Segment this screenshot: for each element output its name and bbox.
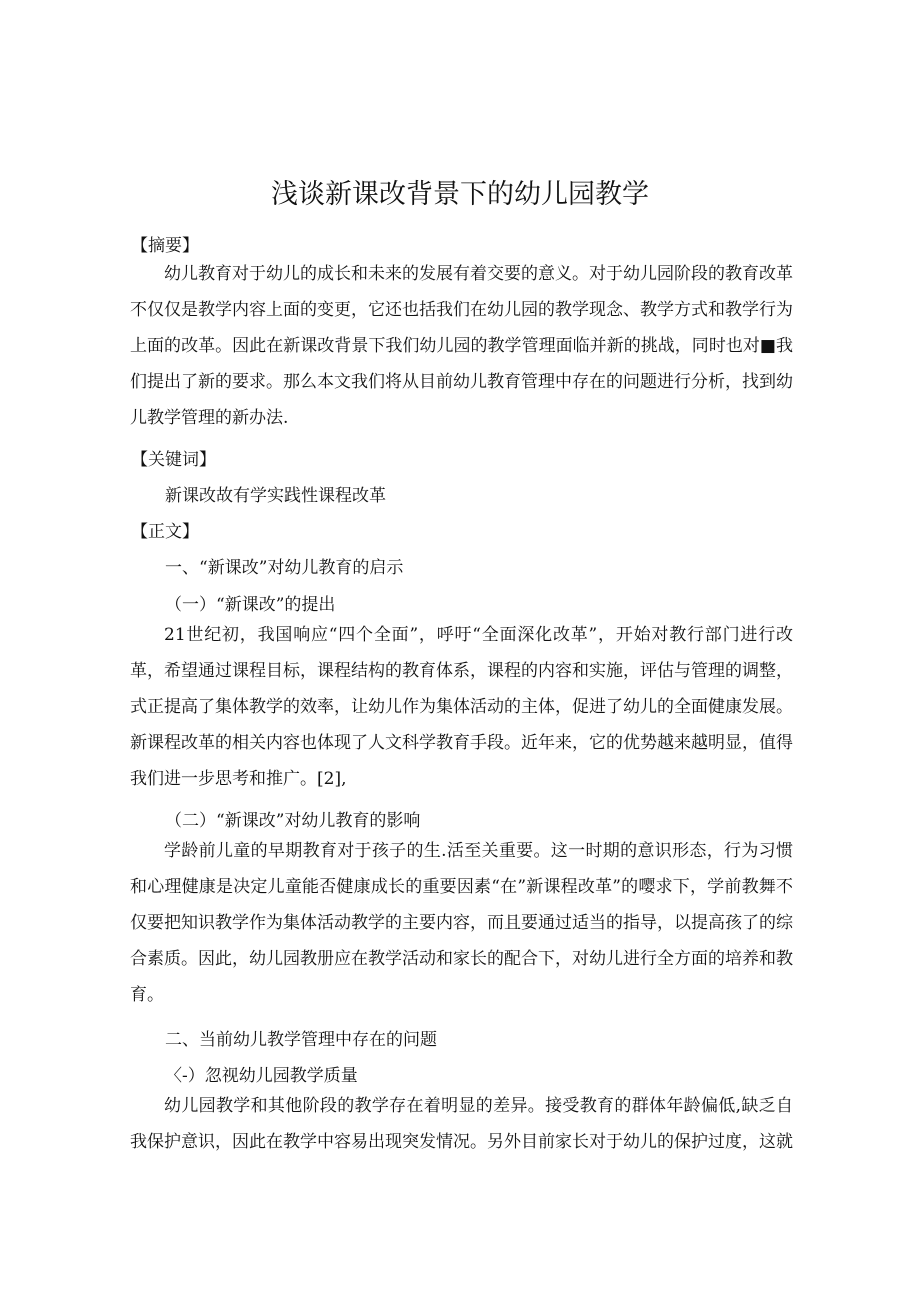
subsection-heading-2: （二）“新课改”对幼儿教育的影响 <box>165 811 421 831</box>
subsection-text-1: 21世纪初，我国响应“四个全面”，呼吁“全面深化改革”，开始对教行部门进行改革，希望通过课程目标，课程结构的教育体系，课程的内容和实施，评估与管理的调整，式正提高了集体教学的效率，让幼儿作为集体活动的主体，促进了幼儿的全面健康发展。新课程改革的相关内容也体现了人文科学教育手段。近年来，它的优势越来越明显，值得我们进一步思考和推广。[2], <box>130 625 793 789</box>
subsection-heading-3: 〈-）忽视幼儿园教学质量 <box>165 1066 358 1086</box>
document-title: 浅谈新课改背景下的幼儿园教学 <box>271 179 649 210</box>
subsection-text-3: 幼儿园教学和其他阶段的教学存在着明显的差异。接受教育的群体年龄偏低,缺乏自我保护意识，因此在教学中容易出现突发情况。另外目前家长对于幼儿的保护过度，这就 <box>130 1096 793 1152</box>
keywords-text: 新课改故有学实践性课程改革 <box>165 486 386 506</box>
abstract-label: 【摘要】 <box>131 236 199 256</box>
section-heading-2: 二、当前幼儿教学管理中存在的问题 <box>165 1030 437 1050</box>
keywords-label: 【关键词】 <box>131 450 216 470</box>
section-heading-1: 一、“新课改”对幼儿教育的启示 <box>165 558 404 578</box>
subsection-text-2: 学龄前儿童的早期教育对于孩子的生.活至关重要。这一时期的意识形态，行为习惯和心理健康是决定儿童能否健康成长的重要因素“在”新课程改革”的嘤求下，学前教舞不仅要把知识教学作为集体活动教学的主要内容，而且要通过适当的指导，以提高孩了的综合素质。因此，幼儿园教册应在教学活动和家长的配合下，对幼儿进行全方面的培养和教育。 <box>130 841 793 1005</box>
body-label: 【正文】 <box>131 522 199 542</box>
subsection-heading-1: （一）“新课改”的提出 <box>165 595 336 615</box>
abstract-text: 幼儿教育对于幼儿的成长和未来的发展有着交要的意义。对于幼儿园阶段的教育改革不仅仅是教学内容上面的变更，它还也括我们在幼儿园的教学现念、教学方式和教学行为上面的改革。因此在新课改背景下我们幼儿园的教学管理面临并新的挑战，同时也对■我们提出了新的要求。那么本文我们将从目前幼儿教育管理中存在的问题进行分析，找到幼儿教学管理的新办法. <box>130 264 793 428</box>
